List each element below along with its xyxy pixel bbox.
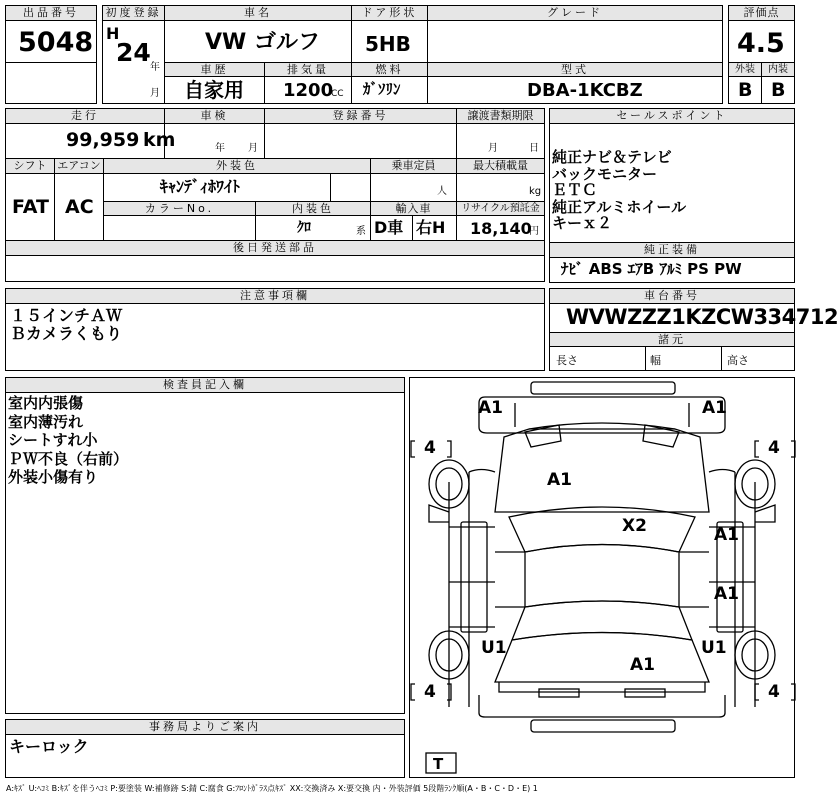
damage-left-rear: U1 (481, 638, 507, 658)
inspector-line: 室内内張傷 (8, 394, 84, 412)
width-label: 幅 (650, 354, 661, 367)
transfer-month-unit: 月 (488, 143, 498, 154)
import-label: 輸入車 (370, 201, 457, 216)
reg-year: 24 (116, 38, 151, 67)
model-label: 車名 (164, 5, 352, 21)
length-label: 長さ (556, 354, 578, 367)
later-parts-label: 後日発送部品 (5, 240, 545, 256)
load-unit: kg (529, 186, 542, 197)
inspector-line: ＰＷ不良（右前） (8, 449, 129, 468)
era-letter: H (106, 24, 120, 43)
lot-number: 5048 (18, 27, 94, 58)
notes-label: 注意事項欄 (5, 288, 545, 304)
damage-trunk: A1 (630, 655, 655, 675)
car-diagram (409, 377, 795, 778)
legend: A:ｷｽﾞ U:ﾍｺﾐ B:ｷｽﾞを伴うﾍｺﾐ P:要塗装 W:補修跡 S:錆 C:腐食 G:ﾌﾛﾝﾄｶﾞﾗｽ点ｷｽﾞ XX:交換済み X:要交換 内・外装評価 5段階ﾗﾝｸ順(A・B・C・D・E) 1 (6, 784, 538, 793)
shift-label: シフト (5, 158, 55, 174)
note-line: Ｂカメラくもり (10, 323, 123, 343)
mileage-label: 走行 (5, 108, 165, 124)
sales-item: キーｘ２ (552, 214, 613, 232)
sales-item: 純正ナビ＆テレビ (552, 148, 672, 166)
tire-rear-left: 4 (424, 682, 436, 702)
chassis-label: 車台番号 (549, 288, 795, 304)
disp-label: 排気量 (264, 62, 352, 77)
recycle-value: 18,140 (470, 219, 532, 238)
damage-right-rear: U1 (701, 638, 727, 658)
import-drive: D車 (374, 218, 404, 237)
recycle-label: リサイクル預託金 (456, 201, 545, 216)
score-label: 評価点 (728, 5, 795, 21)
fuel-value: ｶﾞｿﾘﾝ (363, 80, 401, 98)
capacity-unit: 人 (437, 186, 447, 197)
interior-value: ｸﾛ (297, 220, 311, 236)
equipment-label: 純正装備 (549, 242, 795, 258)
inspector-line: シートすれ小 (8, 431, 98, 449)
color-label: 外装色 (103, 158, 371, 174)
month-unit: 月 (150, 88, 160, 99)
color-value: ｷｬﾝﾃﾞｨﾎﾜｲﾄ (160, 177, 241, 196)
transfer-label: 譲渡書類期限 (456, 108, 545, 124)
sales-points (552, 148, 686, 233)
note-line: １５インチＡＷ (10, 306, 123, 325)
damage-front-left: A1 (478, 398, 503, 418)
load-label: 最大積載量 (456, 158, 545, 174)
inspector-label: 検査員記入欄 (5, 377, 405, 393)
interior-unit: 系 (356, 226, 366, 237)
ac-label: エアコン (54, 158, 104, 174)
inspection-month-unit: 月 (248, 143, 258, 154)
inspection-year-unit: 年 (215, 143, 225, 154)
history-value: 自家用 (184, 78, 244, 102)
recycle-unit: 円 (529, 226, 539, 237)
ac-value: AC (65, 196, 94, 218)
chassis-number: WVWZZZ1KZCW334712 (566, 305, 838, 329)
tire-front-right: 4 (768, 438, 780, 458)
type-value: DBA-1KCBZ (527, 80, 643, 101)
office-value: キーロック (9, 737, 89, 756)
model-name: VW ゴルフ (205, 30, 320, 55)
damage-right-front-door: A1 (714, 525, 739, 545)
int-label: 内装 (761, 62, 795, 77)
type-label: 型式 (427, 62, 723, 77)
history-label: 車歴 (164, 62, 265, 77)
mileage-value: 99,959 (66, 129, 140, 151)
door-type: 5HB (365, 32, 411, 56)
inspector-line: 外装小傷有り (8, 468, 99, 486)
spare-tire: T (433, 755, 444, 773)
office-label: 事務局よりご案内 (5, 719, 405, 735)
capacity-label: 乗車定員 (370, 158, 457, 174)
damage-hood: A1 (547, 470, 572, 490)
sales-label: セールスポイント (549, 108, 795, 124)
year-unit: 年 (150, 62, 160, 73)
equipment-value: ﾅﾋﾞ ABS ｴｱB ｱﾙﾐ PS PW (561, 260, 742, 278)
score-value: 4.5 (737, 28, 785, 59)
ext-label: 外装 (728, 62, 762, 77)
tire-front-left: 4 (424, 438, 436, 458)
sales-item: バックモニター (552, 164, 658, 183)
fuel-label: 燃料 (351, 62, 428, 77)
int-grade: B (771, 79, 786, 101)
colorno-label: カラーNo. (103, 201, 256, 216)
grade-box (427, 20, 723, 63)
lot-label: 出品番号 (5, 5, 97, 21)
interior-label: 内装色 (255, 201, 371, 216)
import-handle: 右H (416, 218, 446, 237)
transfer-day-unit: 日 (529, 143, 539, 154)
sales-item: ＥＴＣ (552, 181, 598, 199)
height-label: 高さ (727, 354, 749, 367)
ext-grade: B (738, 79, 753, 101)
sales-item: 純正アルミホイール (552, 197, 687, 216)
spec-label: 諸元 (549, 332, 795, 347)
shift-value: FAT (12, 196, 49, 218)
reg-label: 登録番号 (264, 108, 457, 124)
damage-right-rear-door: A1 (714, 584, 739, 604)
damage-roof: X2 (622, 516, 647, 536)
door-label: ドア形状 (351, 5, 428, 21)
inspector-line: 室内薄汚れ (8, 412, 84, 431)
grade-label: グレード (427, 5, 723, 21)
damage-front-right: A1 (702, 398, 727, 418)
disp-value: 1200 (283, 80, 334, 101)
inspection-label: 車検 (164, 108, 265, 124)
first-reg-label: 初度登録 (102, 5, 165, 21)
mileage-unit: km (143, 129, 176, 151)
disp-unit: CC (331, 89, 344, 99)
tire-rear-right: 4 (768, 682, 780, 702)
